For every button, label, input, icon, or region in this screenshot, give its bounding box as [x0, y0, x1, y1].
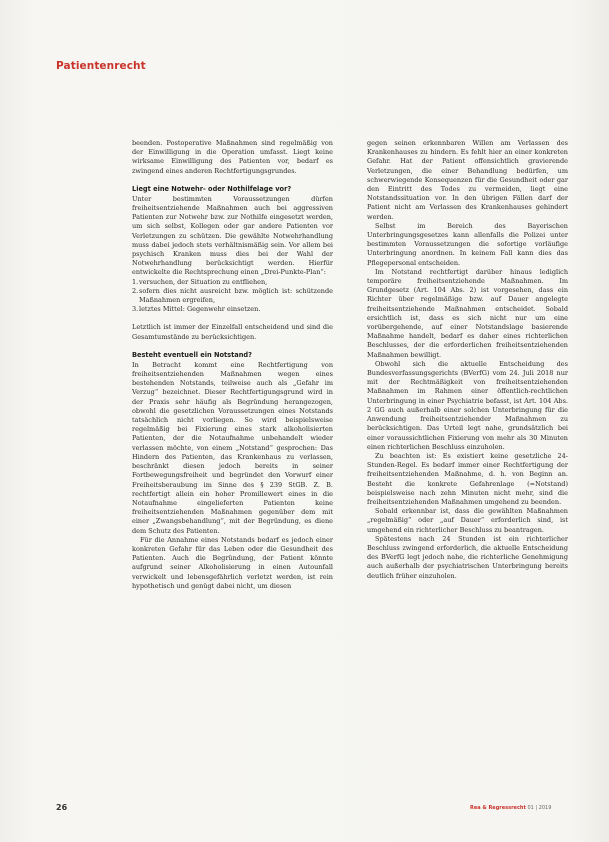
- subheading: Besteht eventuell ein Notstand?: [132, 350, 252, 359]
- issue-label: 01 | 2019: [527, 805, 552, 811]
- paragraph: Im Notstand rechtfertigt darüber hinaus lediglich temporäre freiheitsentziehende Maßnahmen. Im Grundgesetz (Art. 104 Abs. 2) ist vorgesehen, dass ein Richter über regelmäßige bzw. auf Dauer angelegte freiheitsentziehende Maßnahmen entscheidet. Sobald ersichtlich ist, dass es sich nicht nur um eine vorübergehende, auf einer Notstandslage basierende Maßnahme handelt, bedarf es daher eines richterlichen Beschlusses, der die erforderlichen freiheitsentziehenden Maßnahmen bewilligt.: [367, 267, 568, 359]
- journal-footer: [470, 805, 551, 811]
- paragraph: Spätestens nach 24 Stunden ist ein richterlicher Beschluss zwingend erforderlich, die aktuelle Entscheidung des BVerfG legt jedoch nahe, die richterliche Genehmigung auch außerhalb der psychiatrischen Unterbringung bereits deutlich früher einzuholen.: [367, 534, 568, 580]
- section-title: Patientenrecht: [56, 60, 146, 72]
- page-number: 26: [56, 803, 68, 812]
- list-item: 3. letztes Mittel: Gegenwehr einsetzen.: [132, 305, 261, 314]
- list-item: 1. versuchen, der Situation zu entfliehen,: [132, 277, 268, 286]
- paragraph: Zu beachten ist: Es existiert keine gesetzliche 24-Stunden-Regel. Es bedarf immer einer Rechtfertigung der freiheitsentziehenden Maßnahme, d. h. von Beginn an. Besteht die konkrete Gefahrenlage (=Notstand) beispielsweise nach zehn Minuten nicht mehr, sind die freiheitsentziehenden Maßnahmen umgehend zu beenden.: [367, 451, 568, 506]
- paragraph: Obwohl sich die aktuelle Entscheidung des Bundesverfassungsgerichts (BVerfG) vom 24. Juli 2018 nur mit der Rechtmäßigkeit von freiheitsentziehenden Maßnahmen im Rahmen einer öffentlich-rechtlichen Unterbringung in einer Psychiatrie befasst, ist Art. 104 Abs. 2 GG auch außerhalb einer solchen Unterbringung für die Anwendung freiheitsentziehender Maßnahmen zu berücksichtigen. Das Urteil legt nahe, grundsätzlich bei einer voraussichtlichen Fixierung von mehr als 30 Minuten einen richterlichen Beschluss einzuholen.: [367, 359, 568, 451]
- subheading: Liegt eine Notwehr- oder Nothilfelage vor?: [132, 184, 292, 193]
- paragraph: In Betracht kommt eine Rechtfertigung von freiheitsentziehenden Maßnahmen wegen eines bestehenden Notstands, teilweise auch als „Gefahr im Verzug“ bezeichnet. Dieser Rechtfertigungsgrund wird in der Praxis sehr häufig als Begründung herangezogen, obwohl die gesetzlichen Voraussetzungen eines Notstands tatsächlich nicht vorliegen. So wird beispielsweise regelmäßig bei Fixierung eines stark alkoholisierten Patienten, der die Notaufnahme unbehandelt wieder verlassen möchte, von einem „Notstand“ gesprochen: Das Hindern des Patienten, das Krankenhaus zu verlassen, beschränkt diesen jedoch bereits in seiner Fortbewegungsfreiheit und begründet den Vorwurf einer Freiheitsberaubung im Sinne des § 239 StGB. Z. B. rechtfertigt allein ein hoher Promillewert eines in die Notaufnahme eingelieferten Patienten keine freiheitsentziehenden Maßnahmen gegenüber dem mit einer „Zwangsbehandlung“, mit der Begründung, es diene dem Schutz des Patienten.: [132, 360, 333, 535]
- numbered-list: [132, 278, 333, 315]
- paragraph: Letztlich ist immer der Einzelfall entscheidend und sind die Gesamtumstände zu berücksichtigen.: [132, 323, 333, 341]
- paragraph: Selbst im Bereich des Bayerischen Unterbringungsgesetzes kann allenfalls die Polizei unter bestimmten Voraussetzungen die sofortige vorläufige Unterbringung anordnen. In keinem Fall kann dies das Pflegepersonal entscheiden.: [367, 221, 568, 267]
- journal-brand: Rea & Regressrecht: [470, 805, 526, 811]
- paragraph: Für die Annahme eines Notstands bedarf es jedoch einer konkreten Gefahr für das Leben oder die Gesundheit des Patienten. Auch die Begründung, der Patient könnte aufgrund seiner Alkoholisierung in einen Autounfall verwickelt und lebensgefährlich verletzt werden, ist rein hypothetisch und genügt dabei nicht, um diesen: [132, 535, 333, 590]
- paragraph: Sobald erkennbar ist, dass die gewählten Maßnahmen „regelmäßig“ oder „auf Dauer“ erforderlich sind, ist umgehend ein richterlicher Beschluss zu beantragen.: [367, 507, 568, 534]
- left-column: [132, 139, 333, 591]
- right-column: [367, 139, 568, 581]
- paragraph: Unter bestimmten Voraussetzungen dürfen freiheitsentziehende Maßnahmen auch bei aggressiven Patienten zur Notwehr bzw. zur Nothilfe eingesetzt werden, um sich selbst, Kollegen oder gar andere Patienten vor Verletzungen zu schützen. Die gewählte Notwehrhandlung muss dabei jedoch stets verhältnismäßig sein. Vor allem bei psychisch Kranken muss dies bei der Wahl der Notwehrhandlung berücksichtigt werden. Hierfür entwickelte die Rechtsprechung einen „Drei-Punkte-Plan“:: [132, 194, 333, 277]
- list-item: 2. sofern dies nicht ausreicht bzw. möglich ist: schützende Maßnahmen ergreifen,: [132, 286, 333, 305]
- paragraph: beenden. Postoperative Maßnahmen sind regelmäßig von der Einwilligung in die Operation umfasst. Liegt keine wirksame Einwilligung des Patienten vor, bedarf es zwingend eines anderen Rechtfertigungsgrundes.: [132, 139, 333, 175]
- paragraph: gegen seinen erkennbaren Willen am Verlassen des Krankenhauses zu hindern. Es fehlt hier an einer konkreten Gefahr. Hat der Patient offensichtlich gravierende Verletzungen, die einer Behandlung bedürfen, um schwerwiegende Konsequenzen für die Gesundheit oder gar den Eintritt des Todes zu vermeiden, liegt eine Notstandssituation vor. In den übrigen Fällen darf der Patient nicht am Verlassen des Krankenhauses gehindert werden.: [367, 139, 568, 221]
